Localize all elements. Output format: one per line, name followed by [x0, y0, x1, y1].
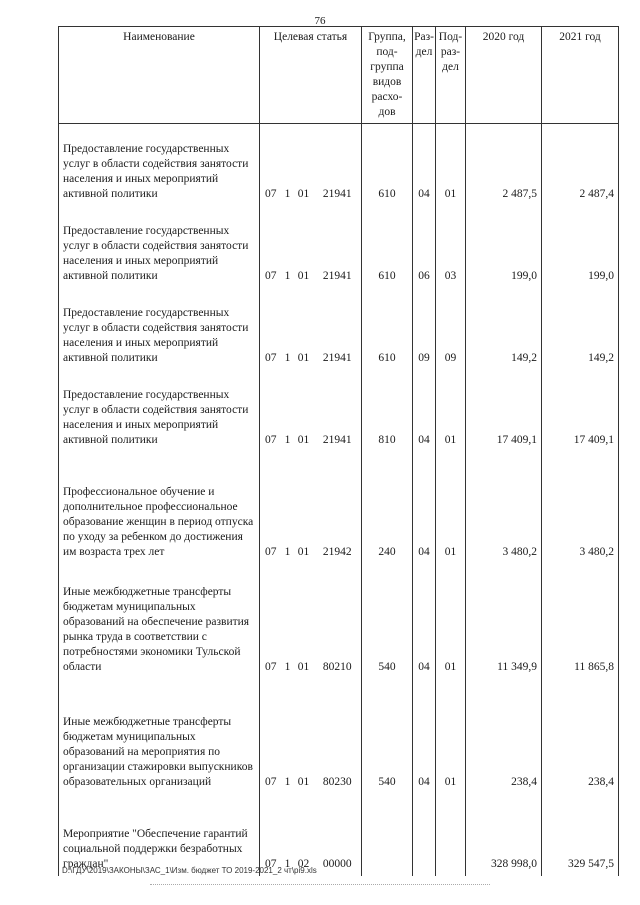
amount-2020: 11 349,9	[466, 564, 542, 679]
target-code-program: 07	[260, 794, 282, 876]
amount-2021: 199,0	[542, 206, 619, 288]
header-group	[362, 27, 413, 124]
target-code-direction: 80210	[314, 564, 362, 679]
table-row	[59, 564, 619, 679]
amount-2020: 328 998,0	[466, 794, 542, 876]
target-code-event: 01	[297, 433, 310, 446]
razdel-code: 04	[413, 452, 436, 564]
razdel-code: 06	[413, 206, 436, 288]
target-code-program: 07	[260, 288, 282, 370]
table-row	[59, 679, 619, 794]
amount-2020: 2 487,5	[466, 124, 542, 206]
header-line: видов	[372, 76, 402, 88]
target-code-program: 07	[260, 452, 282, 564]
target-code-direction: 21941	[314, 370, 362, 452]
row-name: Мероприятие "Обеспечение гарантий социальной поддержки безработных граждан"	[59, 794, 260, 876]
podrazdel-code: 01	[436, 370, 466, 452]
row-name: Иные межбюджетные трансферты бюджетам муниципальных образований на мероприятия по организации стажировки выпускников образовательных организаций	[59, 679, 260, 794]
amount-2020: 238,4	[466, 679, 542, 794]
podrazdel-code: 09	[436, 288, 466, 370]
razdel-code	[413, 794, 436, 876]
table-row	[59, 206, 619, 288]
razdel-code: 04	[413, 124, 436, 206]
header-line: под-	[376, 46, 398, 58]
row-name: Иные межбюджетные трансферты бюджетам муниципальных образований на обеспечение развития рынка труда в соответствии с потребностями экономики Тульской области	[59, 564, 260, 679]
header-line: дел	[415, 46, 433, 58]
podrazdel-code: 03	[436, 206, 466, 288]
target-code-event: 01	[297, 775, 310, 788]
target-code-event: 01	[297, 187, 310, 200]
header-line: дов	[378, 106, 396, 118]
table-row	[59, 370, 619, 452]
target-code-subprogram: 1	[284, 545, 291, 558]
header-year-2021: 2021 год	[542, 27, 619, 124]
footer-divider	[150, 884, 490, 885]
amount-2021: 2 487,4	[542, 124, 619, 206]
target-code-direction: 21942	[314, 452, 362, 564]
header-line: дел	[442, 61, 459, 73]
expense-group: 610	[362, 288, 413, 370]
target-code-program: 07	[260, 564, 282, 679]
expense-group: 240	[362, 452, 413, 564]
target-code-direction: 00000	[314, 794, 362, 876]
header-razdel	[413, 27, 436, 124]
expense-group	[362, 794, 413, 876]
row-name: Профессиональное обучение и дополнительное профессиональное образование женщин в период отпуска по уходу за ребенком до достижения им возраста трех лет	[59, 452, 260, 564]
target-code-program: 07	[260, 206, 282, 288]
table-header-row	[59, 27, 619, 124]
header-line: расхо-	[371, 91, 403, 103]
target-code-event: 01	[297, 351, 310, 364]
expense-group: 610	[362, 124, 413, 206]
header-year-2020: 2020 год	[466, 27, 542, 124]
target-code-subprogram: 1	[284, 187, 291, 200]
target-code-event: 01	[297, 545, 310, 558]
amount-2021: 11 865,8	[542, 564, 619, 679]
target-code-subprogram: 1	[284, 269, 291, 282]
target-code-event: 02	[297, 857, 310, 870]
target-code-subprogram: 1	[284, 775, 291, 788]
target-code-direction: 80230	[314, 679, 362, 794]
target-code-direction: 21941	[314, 288, 362, 370]
file-path-footer: D:\ГДУ\2019\ЗАКОНЫ\ЗАС_1\Изм. бюджет ТО 2019-2021_2 чт\pi9.xls	[62, 866, 317, 875]
expense-group: 540	[362, 564, 413, 679]
header-name: Наименование	[59, 27, 260, 124]
amount-2020: 3 480,2	[466, 452, 542, 564]
amount-2020: 199,0	[466, 206, 542, 288]
row-name: Предоставление государственных услуг в области содействия занятости населения и иных мероприятий активной политики	[59, 206, 260, 288]
row-name: Предоставление государственных услуг в области содействия занятости населения и иных мероприятий активной политики	[59, 370, 260, 452]
row-name: Предоставление государственных услуг в области содействия занятости населения и иных мероприятий активной политики	[59, 288, 260, 370]
row-name: Предоставление государственных услуг в области содействия занятости населения и иных мероприятий активной политики	[59, 124, 260, 206]
target-code-program: 07	[260, 679, 282, 794]
podrazdel-code: 01	[436, 124, 466, 206]
target-code-subprogram: 1	[284, 660, 291, 673]
target-code-subprogram: 1	[284, 351, 291, 364]
header-target-article: Целевая статья	[260, 27, 362, 124]
amount-2020: 149,2	[466, 288, 542, 370]
razdel-code: 04	[413, 564, 436, 679]
amount-2021: 238,4	[542, 679, 619, 794]
header-line: раз-	[440, 46, 461, 58]
target-code-event: 01	[297, 660, 310, 673]
expense-group: 540	[362, 679, 413, 794]
table-row	[59, 124, 619, 206]
target-code-direction: 21941	[314, 124, 362, 206]
amount-2021: 17 409,1	[542, 370, 619, 452]
header-line: Группа,	[368, 31, 406, 43]
razdel-code: 04	[413, 370, 436, 452]
expense-group: 610	[362, 206, 413, 288]
amount-2021: 329 547,5	[542, 794, 619, 876]
target-code-subprogram: 1	[284, 857, 291, 870]
target-code-program: 07	[260, 370, 282, 452]
table-row	[59, 452, 619, 564]
amount-2021: 149,2	[542, 288, 619, 370]
header-line: Под-	[438, 31, 463, 43]
amount-2021: 3 480,2	[542, 452, 619, 564]
podrazdel-code: 01	[436, 679, 466, 794]
target-code-event: 01	[297, 269, 310, 282]
table-row	[59, 794, 619, 876]
table-row	[59, 288, 619, 370]
target-code-program: 07	[260, 124, 282, 206]
razdel-code: 04	[413, 679, 436, 794]
podrazdel-code: 01	[436, 564, 466, 679]
target-code-direction: 21941	[314, 206, 362, 288]
header-line: Раз-	[414, 31, 434, 43]
podrazdel-code: 01	[436, 452, 466, 564]
expense-group: 810	[362, 370, 413, 452]
header-podrazdel	[436, 27, 466, 124]
budget-table	[58, 26, 619, 876]
page-number: 76	[314, 15, 326, 27]
razdel-code: 09	[413, 288, 436, 370]
podrazdel-code	[436, 794, 466, 876]
header-line: группа	[370, 61, 404, 73]
amount-2020: 17 409,1	[466, 370, 542, 452]
target-code-subprogram: 1	[284, 433, 291, 446]
